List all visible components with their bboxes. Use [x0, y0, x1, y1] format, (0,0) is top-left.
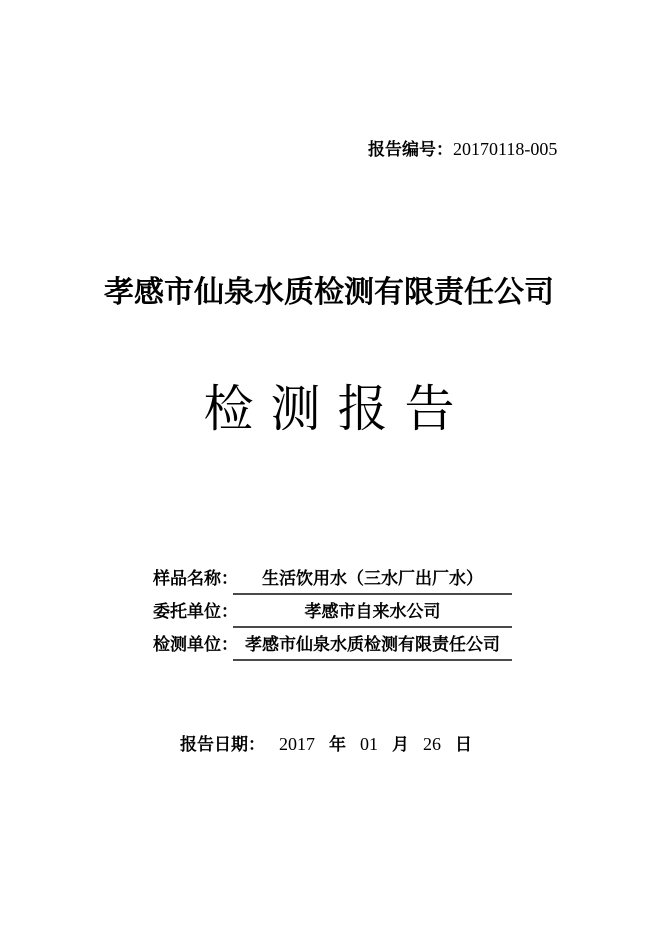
- field-row-sample-name: [153, 562, 512, 595]
- document-title: 检测报告: [203, 381, 472, 437]
- report-number-label: 报告编号：: [368, 140, 453, 159]
- field-row-testing-unit: [153, 628, 512, 661]
- testing-unit-label: 检测单位：: [153, 635, 238, 654]
- report-number-line: [368, 138, 557, 161]
- report-number-value: 20170118-005: [453, 139, 558, 159]
- sample-name-label: 样品名称：: [153, 569, 238, 588]
- report-date-label: 报告日期：: [180, 735, 265, 754]
- report-date-line: [180, 730, 472, 755]
- company-title: 孝感市仙泉水质检测有限责任公司: [104, 276, 554, 309]
- report-date-day: 26: [423, 734, 441, 754]
- sample-name-value: 生活饮用水（三水厂出厂水）: [233, 564, 512, 595]
- info-fields: [153, 562, 512, 661]
- report-date-month: 01: [360, 734, 378, 754]
- report-date-month-unit: 月: [392, 735, 409, 754]
- report-date-year-unit: 年: [329, 735, 346, 754]
- report-date-year: 2017: [279, 734, 315, 754]
- client-unit-value: 孝感市自来水公司: [233, 597, 512, 628]
- report-date-day-unit: 日: [455, 735, 472, 754]
- client-unit-label: 委托单位：: [153, 602, 238, 621]
- field-row-client-unit: [153, 595, 512, 628]
- testing-unit-value: 孝感市仙泉水质检测有限责任公司: [233, 630, 512, 661]
